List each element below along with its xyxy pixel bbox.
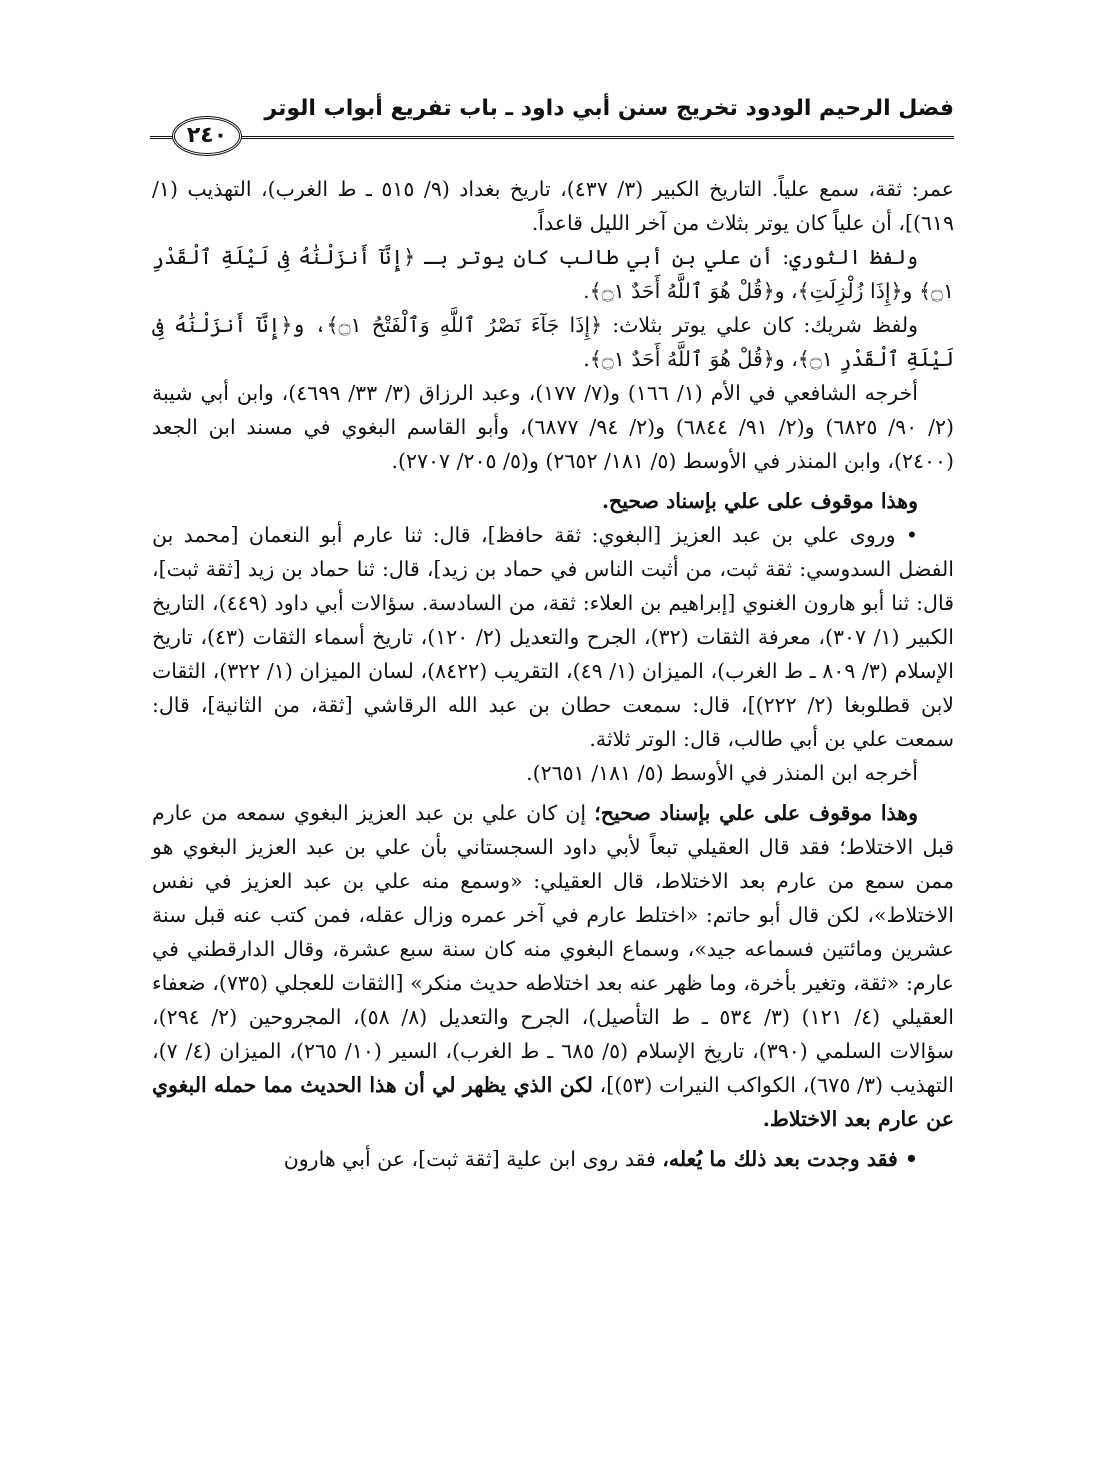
paragraph-5: وهذا موقوف على علي بإسناد صحيح. — [601, 489, 918, 513]
paragraph-7: أخرجه ابن المنذر في الأوسط (٥/ ١٨١/ ٢٦٥١). — [526, 761, 918, 785]
header-rule — [150, 136, 954, 139]
paragraph-1: عمر: ثقة، سمع علياً. التاريخ الكبير (٣/ ٤٣٧)، تاريخ بغداد (٩/ ٥١٥ ـ ط الغرب)، التهذيب (١/ ٦١٩)]، أن علياً كان يوتر بثلاث من آخر الليل قاعداً. — [152, 177, 954, 235]
paragraph-3: ولفظ شريك: كان علي يوتر بثلاث: ﴿إِذَا جَآءَ نَصْرُ ٱللَّهِ وَٱلْفَتْحُ ۝١﴾، و﴿إِنَّآ أَنزَلْنَٰهُ فِى لَيْلَةِ ٱلْقَدْرِ ۝١﴾، و﴿قُلْ هُوَ ٱللَّهُ أَحَدٌ ۝١﴾. — [152, 313, 954, 371]
paragraph-6: • وروى علي بن عبد العزيز [البغوي: ثقة حافظ]، قال: ثنا عارم أبو النعمان [محمد بن الفضل السدوسي: ثقة ثبت، من أثبت الناس في حماد بن زيد]، قال: ثنا حماد بن زيد [ثقة ثبت]، قال: ثنا أبو هارون الغنوي [إبراهيم بن العلاء: ثقة، من السادسة. سؤالات أبي داود (٤٤٩)، التاريخ الكبير (١/ ٣٠٧)، معرفة الثقات (٣٢)، الجرح والتعديل (٢/ ١٢٠)، تاريخ أسماء الثقات (٤٣)، تاريخ الإسلام (٣/ ٨٠٩ ـ ط الغرب)، الميزان (١/ ٤٩)، التقريب (٨٤٢٢)، لسان الميزان (١/ ٣٢٢)، الثقات لابن قطلوبغا (٢/ ٢٢٢)]، قال: سمعت حطان بن عبد الله الرقاشي [ثقة، من الثانية]، قال: سمعت علي بن أبي طالب، قال: الوتر ثلاثة. — [152, 523, 955, 751]
paragraph-8-tail: لكن الذي يظهر لي أن هذا الحديث مما حمله البغوي عن عارم بعد الاختلاط. — [152, 1073, 954, 1131]
paragraph-2: ولفظ الثوري: أن علي بن أبي طالب كان يوتر بـ ﴿إِنَّآ أَنزَلْنَٰهُ فِى لَيْلَةِ ٱلْقَدْرِ ۝١﴾ و﴿إِذَا زُلْزِلَتِ﴾، و﴿قُلْ هُوَ ٱللَّهُ أَحَدٌ ۝١﴾. — [152, 245, 954, 303]
running-title: فضل الرحيم الودود تخريج سنن أبي داود ـ باب تفريع أبواب الوتر — [264, 96, 954, 121]
paragraph-8-lead: وهذا موقوف على علي بإسناد صحيح؛ — [594, 801, 918, 825]
paragraph-8-text: إن كان علي بن عبد العزيز البغوي سمعه من عارم قبل الاختلاط؛ فقد قال العقيلي تبعاً لأبي داود السجستاني بأن علي بن عبد العزيز البغوي هو ممن سمع من عارم بعد الاختلاط، قال العقيلي: «وسمع منه علي بن عبد العزيز في نفس الاختلاط»، لكن قال أبو حاتم: «اختلط عارم في آخر عمره وزال عقله، فمن كتب عنه قبل سنة عشرين ومائتين فسماعه جيد»، وسماع البغوي منه كان سنة سبع عشرة، وقال الدارقطني في عارم: «ثقة، وتغير بأخرة، وما ظهر عنه بعد اختلاطه حديث منكر» [الثقات للعجلي (٧٣٥)، ضعفاء العقيلي (٤/ ١٢١) (٣/ ٥٣٤ ـ ط التأصيل)، الجرح والتعديل (٨/ ٥٨)، المجروحين (٢/ ٢٩٤)، سؤالات السلمي (٣٩٠)، تاريخ الإسلام (٥/ ٦٨٥ ـ ط الغرب)، السير (١٠/ ٢٦٥)، الميزان (٤/ ٧)، التهذيب (٣/ ٦٧٥)، الكواكب النيرات (٥٣)]، — [152, 801, 954, 1097]
page-number: ٢٤٠ — [172, 116, 242, 156]
paragraph-8 — [152, 796, 954, 1136]
paragraph-9-text: فقد روى ابن علية [ثقة ثبت]، عن أبي هارون — [283, 1147, 663, 1171]
paragraph-9-lead: • فقد وجدت بعد ذلك ما يُعله، — [662, 1147, 918, 1171]
page-header — [150, 96, 954, 156]
paragraph-9 — [152, 1142, 954, 1176]
page-body — [152, 172, 954, 1176]
paragraph-4: أخرجه الشافعي في الأم (١/ ١٦٦) و(٧/ ١٧٧)، وعبد الرزاق (٣/ ٣٣/ ٤٦٩٩)، وابن أبي شيبة (٢/ ٩٠/ ٦٨٢٥) و(٢/ ٩١/ ٦٨٤٤) و(٢/ ٩٤/ ٦٨٧٧)، وأبو القاسم البغوي في مسند ابن الجعد (٢٤٠٠)، وابن المنذر في الأوسط (٥/ ١٨١/ ٢٦٥٢) و(٥/ ٢٠٥/ ٢٧٠٧). — [152, 381, 954, 473]
